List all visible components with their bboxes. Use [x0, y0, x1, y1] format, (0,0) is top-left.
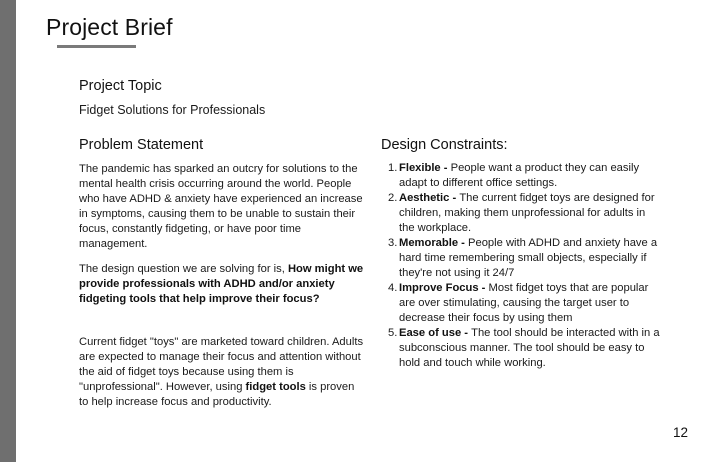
constraint-aesthetic	[388, 191, 663, 236]
problem-statement-heading: Problem Statement	[79, 137, 204, 153]
constraint-number: 1.	[388, 162, 398, 174]
paragraph-3-lead: Current fidget "toys" are marketed toward children. Adults are expected to manage their focus and attention without the aid of fidget toys because using them is "unprofessional". However, using	[79, 336, 364, 393]
constraint-number: 5.	[388, 327, 398, 339]
constraint-text: The current fidget toys are designed for children, making them unprofessional for adults in the workplace.	[399, 192, 655, 234]
constraint-label: Improve Focus -	[399, 282, 489, 294]
constraint-improve-focus	[388, 281, 663, 326]
constraint-number: 2.	[388, 192, 398, 204]
design-question-lead: The design question we are solving for is,	[79, 263, 288, 275]
left-accent-bar	[0, 0, 16, 462]
design-constraints-heading: Design Constraints:	[381, 137, 508, 153]
constraint-label: Aesthetic -	[399, 192, 460, 204]
paragraph-3-tail: is proven to help increase focus and productivity.	[79, 381, 355, 408]
constraint-memorable	[388, 236, 663, 281]
constraint-text: Most fidget toys that are popular are over stimulating, causing the target user to decrease their focus by using them	[399, 282, 649, 324]
constraint-number: 3.	[388, 237, 398, 249]
constraint-label: Flexible -	[399, 162, 451, 174]
constraint-flexible	[388, 161, 663, 191]
problem-paragraph-3	[79, 335, 364, 410]
constraint-label: Memorable -	[399, 237, 469, 249]
constraint-text: The tool should be interacted with in a subconscious manner. The tool should be easy to hold and touch while working.	[399, 327, 660, 369]
project-topic-heading: Project Topic	[79, 78, 162, 94]
page-title: Project Brief	[46, 14, 173, 40]
title-underline	[57, 45, 136, 48]
problem-paragraph-1: The pandemic has sparked an outcry for solutions to the mental health crisis occurring around the world. People who have ADHD & anxiety have experienced an increase in symptoms, causing them to be unable to sustain their focus, constantly fidgeting, or have poor time management.	[79, 163, 363, 250]
constraint-number: 4.	[388, 282, 398, 294]
constraint-text: People want a product they can easily adapt to different office settings.	[399, 162, 640, 189]
constraint-text: People with ADHD and anxiety have a hard time remembering small objects, especially if they're not using it 24/7	[399, 237, 658, 279]
problem-paragraph-2	[79, 262, 364, 307]
project-topic-value: Fidget Solutions for Professionals	[79, 103, 266, 117]
constraint-label: Ease of use -	[399, 327, 472, 339]
design-constraints-list	[388, 161, 663, 371]
page-number: 12	[673, 425, 689, 440]
design-question: How might we provide professionals with ADHD and/or anxiety fidgeting tools that help improve their focus?	[79, 263, 364, 305]
constraint-ease-of-use	[388, 326, 663, 371]
fidget-tools-emphasis: fidget tools	[245, 381, 306, 393]
